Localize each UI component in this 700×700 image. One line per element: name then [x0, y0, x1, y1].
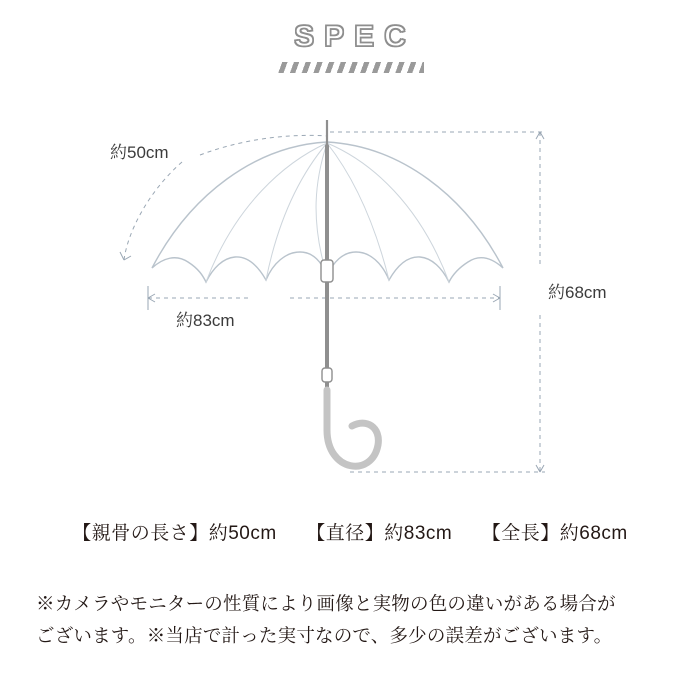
disclaimer-note — [36, 588, 666, 652]
umbrella-handle — [327, 390, 378, 466]
spec-item-length: 【全長】約68cm — [481, 523, 628, 544]
diameter-label: 約83cm — [176, 311, 235, 330]
title-underline-stripes — [276, 62, 424, 73]
spec-item-diameter: 【直径】約83cm — [306, 523, 453, 544]
spec-header — [0, 22, 700, 73]
total-length-label: 約68cm — [548, 283, 607, 302]
note-line-1: ※カメラやモニターの性質により画像と実物の色の違いがある場合が — [36, 593, 616, 614]
note-line-2: ございます。※当店で計った実寸なので、多少の誤差がございます。 — [36, 624, 613, 646]
rib-length-label: 約50cm — [110, 143, 169, 162]
page-title: SPEC — [294, 20, 416, 53]
umbrella-dimension-diagram — [0, 100, 700, 500]
spec-summary-line — [0, 518, 700, 545]
spec-item-rib: 【親骨の長さ】約50cm — [72, 523, 277, 544]
